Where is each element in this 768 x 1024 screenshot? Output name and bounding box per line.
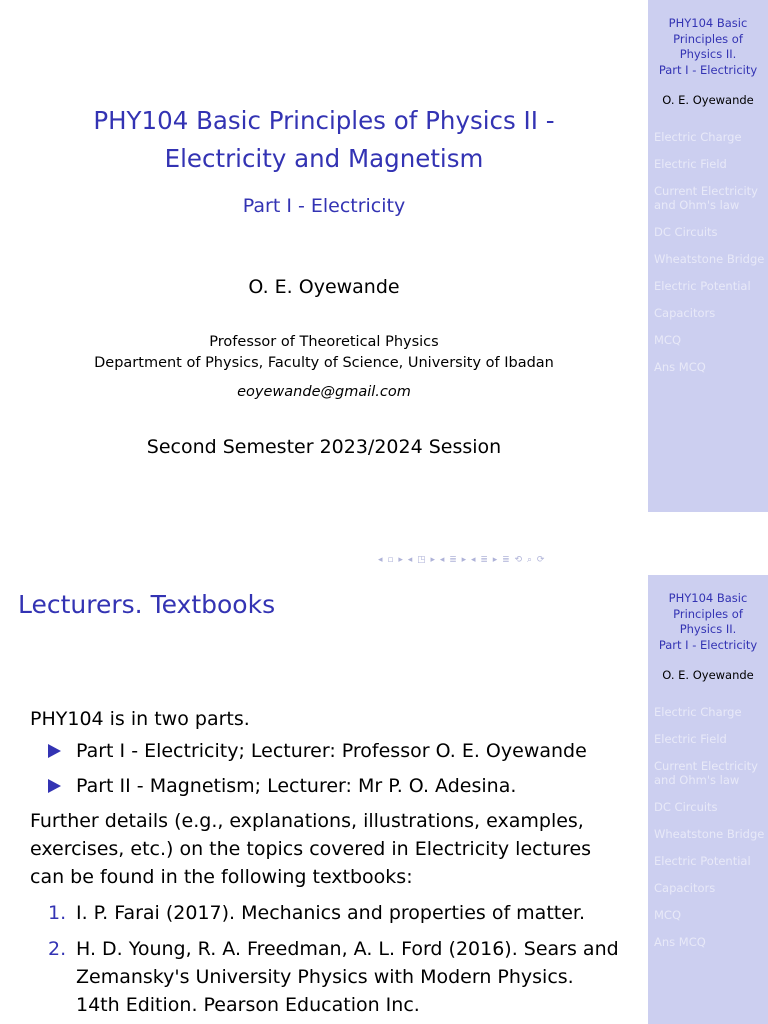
details-text: Further details (e.g., explanations, illustrations, examples, exercises, etc.) on the topics covered in Electricity lectures can be found in the following textbooks: xyxy=(30,810,592,888)
list-item xyxy=(30,772,620,800)
sidebar-nav xyxy=(648,130,768,374)
sidebar-item-current-electricity[interactable]: Current Electricity and Ohm's law xyxy=(654,184,758,212)
sidebar xyxy=(648,0,768,512)
beamer-navigation-symbols[interactable]: ◂ ▫ ▸ ◂ ◳ ▸ ◂ ≣ ▸ ◂ ≣ ▸ ≣ ⟲ ⌕ ⟳ xyxy=(378,555,546,565)
list-item-text: H. D. Young, R. A. Freedman, A. L. Ford (2016). Sears and Zemansky's University Physics with Modern Physics. 14th Edition. Pearson Education Inc. xyxy=(76,938,619,1016)
sidebar-item-mcq[interactable]: MCQ xyxy=(654,333,682,347)
sidebar-item-ans-mcq[interactable]: Ans MCQ xyxy=(654,935,706,949)
sidebar-author[interactable]: O. E. Oyewande xyxy=(662,93,754,107)
sidebar-item-ans-mcq[interactable]: Ans MCQ xyxy=(654,360,706,374)
institute-line-2: Department of Physics, Faculty of Science, University of Ibadan xyxy=(94,355,554,371)
slide-main xyxy=(0,575,648,1024)
sidebar-item-electric-charge[interactable]: Electric Charge xyxy=(654,130,742,144)
sidebar-item-mcq[interactable]: MCQ xyxy=(654,908,682,922)
sidebar-item-current-electricity[interactable]: Current Electricity and Ohm's law xyxy=(654,759,758,787)
sidebar-item-dc-circuits[interactable]: DC Circuits xyxy=(654,225,718,239)
lecturers-slide xyxy=(0,575,768,1024)
list-item-text: Part II - Magnetism; Lecturer: Mr P. O. Adesina. xyxy=(76,775,517,797)
slide-body xyxy=(30,705,620,1024)
sidebar-title-line: Physics II. xyxy=(679,47,737,61)
list-number: 1. xyxy=(48,902,67,924)
list-item xyxy=(30,899,620,927)
institute xyxy=(0,332,648,374)
author-email: eoyewande@gmail.com xyxy=(237,384,411,400)
presentation-title xyxy=(0,102,648,178)
sidebar-title-line: Principles of xyxy=(673,31,743,46)
sidebar-title[interactable] xyxy=(648,0,768,78)
sidebar-item-wheatstone-bridge[interactable]: Wheatstone Bridge xyxy=(654,252,765,266)
list-number: 2. xyxy=(48,938,67,960)
slide-main xyxy=(0,0,648,512)
title-line-1: PHY104 Basic Principles of Physics II - xyxy=(93,106,555,135)
sidebar-item-capacitors[interactable]: Capacitors xyxy=(654,881,716,895)
list-item xyxy=(30,935,620,1019)
sidebar-item-electric-charge[interactable]: Electric Charge xyxy=(654,705,742,719)
textbook-list xyxy=(30,899,620,1019)
presentation-subtitle: Part I - Electricity xyxy=(242,195,406,217)
sidebar-title-line: Part I - Electricity xyxy=(658,62,758,77)
list-item-text: Part I - Electricity; Lecturer: Professor O. E. Oyewande xyxy=(76,740,587,762)
list-item-text: I. P. Farai (2017). Mechanics and properties of matter. xyxy=(76,902,586,924)
frame-title: Lecturers. Textbooks xyxy=(18,590,276,619)
title-line-2: Electricity and Magnetism xyxy=(164,144,484,173)
sidebar-title-line: PHY104 Basic xyxy=(668,16,748,30)
sidebar-author[interactable]: O. E. Oyewande xyxy=(662,668,754,682)
sidebar-title-line: PHY104 Basic xyxy=(668,591,748,605)
sidebar-item-electric-field[interactable]: Electric Field xyxy=(654,157,727,171)
sidebar-item-capacitors[interactable]: Capacitors xyxy=(654,306,716,320)
sidebar-item-dc-circuits[interactable]: DC Circuits xyxy=(654,800,718,814)
presentation-date: Second Semester 2023/2024 Session xyxy=(146,436,502,458)
author-name: O. E. Oyewande xyxy=(248,276,400,298)
sidebar-title-line: Principles of xyxy=(673,606,743,621)
parts-list xyxy=(30,737,620,800)
sidebar-title[interactable] xyxy=(648,575,768,653)
sidebar-item-electric-potential[interactable]: Electric Potential xyxy=(654,279,751,293)
sidebar-item-electric-field[interactable]: Electric Field xyxy=(654,732,727,746)
sidebar-title-line: Part I - Electricity xyxy=(658,637,758,652)
bullet-triangle-icon xyxy=(48,779,61,793)
bullet-triangle-icon xyxy=(48,744,61,758)
sidebar-item-wheatstone-bridge[interactable]: Wheatstone Bridge xyxy=(654,827,765,841)
sidebar xyxy=(648,575,768,1024)
sidebar-nav xyxy=(648,705,768,949)
list-item xyxy=(30,737,620,765)
institute-line-1: Professor of Theoretical Physics xyxy=(209,334,439,350)
sidebar-item-electric-potential[interactable]: Electric Potential xyxy=(654,854,751,868)
sidebar-title-line: Physics II. xyxy=(679,622,737,636)
intro-text: PHY104 is in two parts. xyxy=(30,708,250,730)
